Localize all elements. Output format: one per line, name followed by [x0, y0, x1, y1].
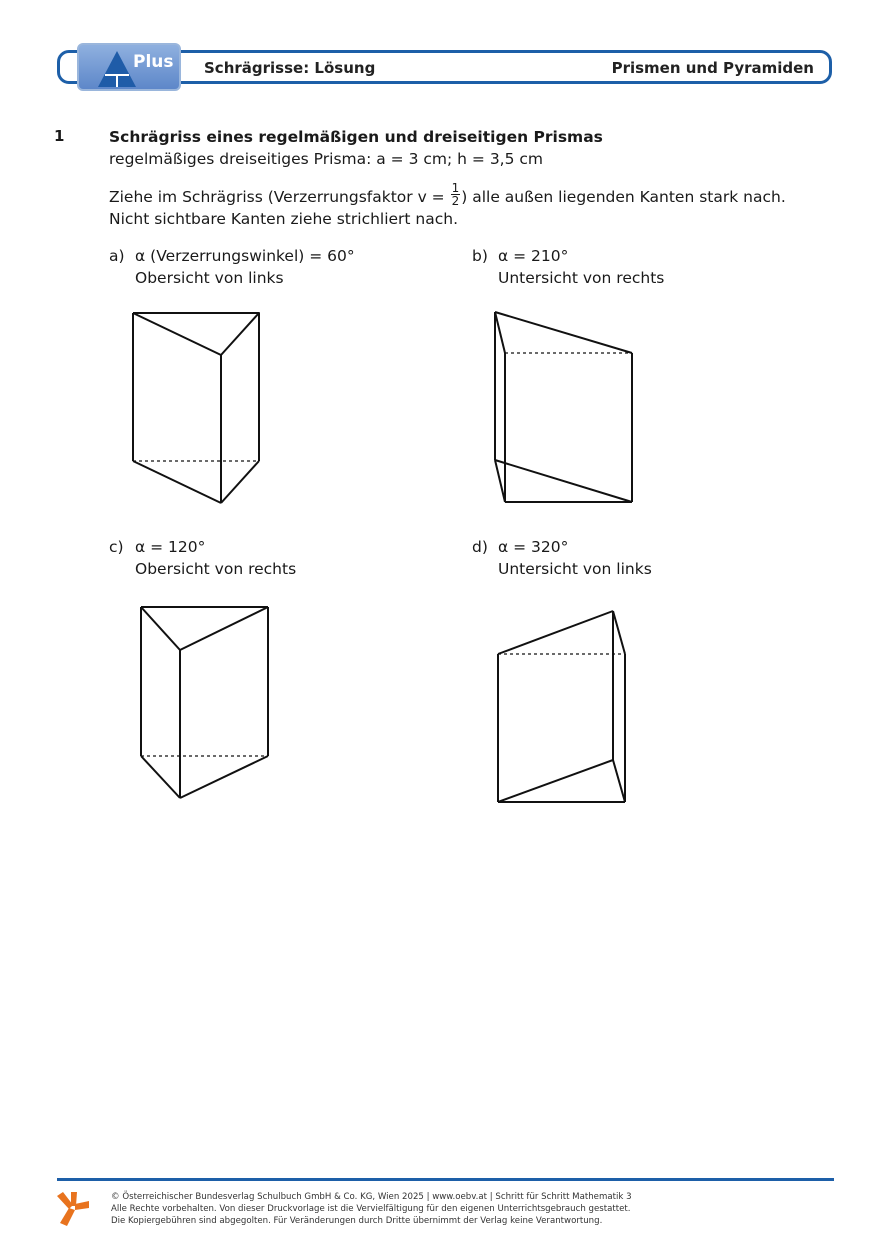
fraction-numerator: 1: [451, 181, 460, 195]
subtask-line2: Untersicht von rechts: [498, 269, 665, 287]
instruction-part2: ) alle außen liegenden Kanten stark nach.: [461, 188, 786, 206]
subtask-label: c): [109, 538, 124, 556]
subtask-line1: α = 120°: [135, 538, 206, 556]
subtask-line2: Obersicht von rechts: [135, 560, 297, 578]
subtask-label: a): [109, 247, 125, 265]
subtask-line1: α (Verzerrungswinkel) = 60°: [135, 247, 355, 265]
footer-divider: [57, 1178, 834, 1181]
task-given: regelmäßiges dreiseitiges Prisma: a = 3 cm; h = 3,5 cm: [109, 150, 544, 168]
prism-d: [498, 611, 625, 802]
subtask-label: d): [472, 538, 488, 556]
subtask-line2: Obersicht von links: [135, 269, 284, 287]
plus-logo: [77, 43, 181, 91]
fraction-denominator: 2: [451, 194, 460, 208]
footer-line1: © Österreichischer Bundesverlag Schulbuch GmbH & Co. KG, Wien 2025 | www.oebv.at | Schritt für Schritt Mathematik 3: [111, 1192, 632, 1202]
page-title: Schrägrisse: Lösung: [204, 59, 376, 77]
publisher-logo-icon: [55, 1190, 91, 1228]
task-number: 1: [54, 127, 65, 145]
instruction-part1: Ziehe im Schrägriss (Verzerrungsfaktor v =: [109, 188, 450, 206]
task-instruction: [109, 181, 809, 208]
fraction: [451, 182, 461, 207]
subtask-line2: Untersicht von links: [498, 560, 652, 578]
instruction-line2: Nicht sichtbare Kanten ziehe strichliert nach.: [109, 210, 459, 228]
prism-a: [133, 313, 259, 503]
logo-text: Plus: [133, 52, 174, 72]
subtask-line1: α = 320°: [498, 538, 569, 556]
footer-copyright: [111, 1191, 632, 1227]
subtask-label: b): [472, 247, 488, 265]
chapter-title: Prismen und Pyramiden: [611, 59, 814, 77]
footer-line2: Alle Rechte vorbehalten. Von dieser Druckvorlage ist die Vervielfältigung für den eigenen Unterrichtsgebrauch gestattet.: [111, 1204, 631, 1214]
task-title: Schrägriss eines regelmäßigen und dreiseitigen Prismas: [109, 128, 603, 146]
prism-b: [495, 312, 632, 502]
task-block: [109, 126, 809, 230]
subtask-line1: α = 210°: [498, 247, 569, 265]
prism-c: [141, 607, 268, 798]
footer-line3: Die Kopiergebühren sind abgegolten. Für Veränderungen durch Dritte übernimmt der Verlag keine Verantwortung.: [111, 1216, 603, 1226]
